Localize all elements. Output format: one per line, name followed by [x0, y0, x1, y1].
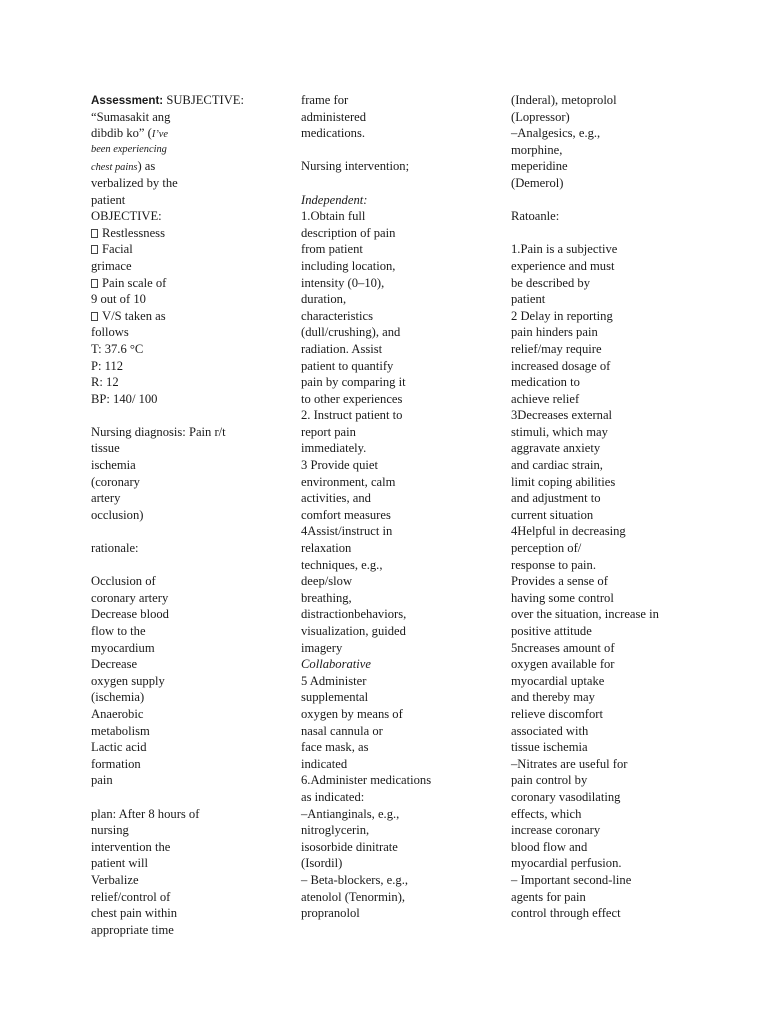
diagnosis-line: artery: [91, 491, 121, 506]
intervention-line: including location,: [301, 258, 396, 273]
intervention-line: isosorbide dinitrate: [301, 839, 398, 854]
rationale-line: having some control: [511, 590, 614, 605]
intervention-cont-line: –Analgesics, e.g.,: [511, 126, 601, 141]
plan-line: Verbalize: [91, 872, 139, 887]
intervention-line: 4Assist/instruct in: [301, 524, 393, 539]
rationale-line: response to pain.: [511, 557, 596, 572]
intervention-line: deep/slow: [301, 574, 353, 589]
independent-heading: Independent:: [301, 192, 368, 207]
intervention-cont-line: (Inderal), metoprolol: [511, 93, 617, 107]
intervention-line: pain by comparing it: [301, 375, 406, 390]
rationale-line: perception of/: [511, 541, 582, 556]
rationale-line: 3Decreases external: [511, 408, 613, 423]
intervention-cont-line: (Demerol): [511, 175, 564, 190]
intervention-line: environment, calm: [301, 474, 396, 489]
intervention-cont-line: (Lopressor): [511, 109, 570, 124]
objective-item: [91, 275, 244, 292]
rationale-line: pain: [91, 773, 113, 788]
rationale-line: myocardial uptake: [511, 673, 605, 688]
subjective-text: dibdib ko” (: [91, 126, 152, 141]
intervention-line: (dull/crushing), and: [301, 325, 401, 340]
plan-line: chest pain within: [91, 906, 178, 921]
intervention-line: indicated: [301, 756, 348, 771]
intervention-line: face mask, as: [301, 740, 369, 755]
rationale-line: (ischemia): [91, 690, 145, 705]
diagnosis-line: occlusion): [91, 507, 144, 522]
intervention-line: breathing,: [301, 590, 352, 605]
intervention-cont-line: morphine,: [511, 142, 563, 157]
rationale-line: blood flow and: [511, 839, 588, 854]
rationale-line: be described by: [511, 275, 591, 290]
rationale-line: Anaerobic: [91, 706, 144, 721]
objective-item: [91, 308, 244, 325]
column-assessment: [91, 92, 244, 938]
vital-sign-pulse: P: 112: [91, 358, 124, 373]
rationale-line: pain hinders pain: [511, 325, 598, 340]
rationale-line: and thereby may: [511, 690, 595, 705]
intervention-line: (Isordil): [301, 856, 343, 871]
intervention-line: propranolol: [301, 906, 360, 921]
intervention-line: as indicated:: [301, 789, 365, 804]
rationale-line: 2 Delay in reporting: [511, 308, 613, 323]
rationale-line: associated with: [511, 723, 589, 738]
intervention-line: visualization, guided: [301, 624, 406, 638]
vital-sign-temp: T: 37.6 °C: [91, 341, 144, 356]
spacer: [301, 142, 431, 159]
rationale-line: relieve discomfort: [511, 706, 603, 721]
rationale-line: patient: [511, 292, 546, 307]
subjective-italic-line: been experiencing: [91, 143, 167, 155]
rationale-line: flow to the: [91, 624, 146, 638]
rationale-line: 1.Pain is a subjective: [511, 242, 618, 257]
column-rationale: [511, 92, 659, 922]
rationale-line: Occlusion of: [91, 574, 156, 589]
intervention-line: 1.Obtain full: [301, 209, 366, 224]
rationale-line: –Nitrates are useful for: [511, 756, 628, 771]
rationale-line: Lactic acid: [91, 740, 147, 755]
intervention-line: characteristics: [301, 308, 374, 323]
objective-text: Pain scale of: [102, 275, 167, 290]
rationale-line: Decrease blood: [91, 607, 169, 622]
subjective-italic: chest pains: [91, 162, 138, 174]
intervention-line: distractionbehaviors,: [301, 607, 407, 622]
intervention-line: nasal cannula or: [301, 723, 383, 738]
intervention-line: 6.Administer medications: [301, 773, 432, 788]
diagnosis-line: (coronary: [91, 474, 140, 489]
rationale-line: effects, which: [511, 806, 582, 821]
spacer: [91, 557, 244, 574]
diagnosis-line: ischemia: [91, 458, 136, 473]
assessment-value: SUBJECTIVE:: [163, 93, 245, 107]
intervention-line: imagery: [301, 640, 343, 655]
rationale-line: medication to: [511, 375, 580, 390]
spacer: [301, 175, 431, 192]
intervention-line: activities, and: [301, 491, 371, 506]
spacer: [91, 789, 244, 806]
spacer: [91, 523, 244, 540]
vital-sign-bp: BP: 140/ 100: [91, 391, 158, 406]
objective-text: Facial: [102, 242, 133, 257]
rationale-line: Decrease: [91, 657, 138, 672]
rationale-line: myocardium: [91, 640, 155, 655]
rationale-line: – Important second-line: [511, 872, 632, 887]
rationale-heading: Ratoanle:: [511, 209, 560, 224]
subjective-text: ) as: [137, 159, 156, 174]
rationale-line: formation: [91, 756, 141, 771]
objective-heading: OBJECTIVE:: [91, 209, 162, 224]
rationale-line: oxygen supply: [91, 673, 165, 688]
rationale-heading: rationale:: [91, 541, 139, 556]
objective-line: follows: [91, 325, 129, 340]
intervention-line: patient to quantify: [301, 358, 394, 373]
checkbox-glyph-icon: [91, 229, 98, 238]
objective-line: grimace: [91, 258, 132, 273]
rationale-line: 5ncreases amount of: [511, 640, 615, 655]
plan-line: appropriate time: [91, 922, 174, 937]
checkbox-glyph-icon: [91, 312, 98, 321]
intervention-line: report pain: [301, 424, 356, 439]
subjective-italic: I’ve: [151, 129, 169, 141]
objective-text: Restlessness: [102, 225, 165, 240]
plan-line: relief/control of: [91, 889, 171, 904]
intervention-line: 3 Provide quiet: [301, 458, 378, 473]
rationale-line: current situation: [511, 507, 594, 522]
spacer: [511, 192, 659, 209]
rationale-line: achieve relief: [511, 391, 580, 406]
intervention-line: – Beta-blockers, e.g.,: [301, 872, 409, 887]
intervention-line: 5 Administer: [301, 673, 367, 688]
intervention-line: supplemental: [301, 690, 369, 705]
rationale-line: positive attitude: [511, 624, 592, 638]
checkbox-glyph-icon: [91, 279, 98, 288]
intervention-line: relaxation: [301, 541, 352, 556]
rationale-line: metabolism: [91, 723, 150, 738]
rationale-line: myocardial perfusion.: [511, 856, 622, 871]
intervention-line: nitroglycerin,: [301, 823, 370, 838]
intervention-line: oxygen by means of: [301, 706, 403, 721]
intervention-heading: Nursing intervention;: [301, 159, 410, 174]
rationale-line: oxygen available for: [511, 657, 615, 672]
diagnosis-line: Nursing diagnosis: Pain r/t: [91, 424, 226, 439]
subjective-line: verbalized by the: [91, 175, 178, 190]
intervention-line: atenolol (Tenormin),: [301, 889, 406, 904]
column-interventions: [301, 92, 431, 922]
checkbox-glyph-icon: [91, 245, 98, 254]
rationale-line: coronary vasodilating: [511, 789, 621, 804]
objective-item: [91, 225, 244, 242]
intervention-line: radiation. Assist: [301, 341, 383, 356]
rationale-line: stimuli, which may: [511, 424, 608, 439]
intervention-line: –Antianginals, e.g.,: [301, 806, 400, 821]
rationale-line: 4Helpful in decreasing: [511, 524, 626, 539]
vital-sign-resp: R: 12: [91, 375, 119, 390]
rationale-line: increase coronary: [511, 823, 601, 838]
plan-line: plan: After 8 hours of: [91, 806, 200, 821]
rationale-line: relief/may require: [511, 341, 602, 356]
assessment-heading: [91, 92, 244, 109]
plan-cont-line: medications.: [301, 126, 366, 141]
spacer: [511, 225, 659, 242]
subjective-line: [91, 158, 244, 175]
intervention-line: from patient: [301, 242, 363, 257]
plan-line: intervention the: [91, 839, 171, 854]
plan-cont-line: frame for: [301, 93, 349, 107]
rationale-line: aggravate anxiety: [511, 441, 601, 456]
intervention-line: 2. Instruct patient to: [301, 408, 403, 423]
intervention-line: comfort measures: [301, 507, 391, 522]
intervention-line: to other experiences: [301, 391, 403, 406]
intervention-cont-line: meperidine: [511, 159, 568, 174]
objective-line: 9 out of 10: [91, 292, 146, 307]
objective-text: V/S taken as: [102, 308, 166, 323]
intervention-line: immediately.: [301, 441, 367, 456]
rationale-line: coronary artery: [91, 590, 169, 605]
rationale-line: experience and must: [511, 258, 615, 273]
rationale-line: and adjustment to: [511, 491, 601, 506]
rationale-line: tissue ischemia: [511, 740, 588, 755]
objective-item: [91, 241, 244, 258]
rationale-line: limit coping abilities: [511, 474, 616, 489]
rationale-line: Provides a sense of: [511, 574, 608, 589]
subjective-line: “Sumasakit ang: [91, 109, 171, 124]
rationale-line: control through effect: [511, 906, 621, 921]
intervention-line: intensity (0–10),: [301, 275, 385, 290]
rationale-line: over the situation, increase in: [511, 607, 659, 622]
plan-line: patient will: [91, 856, 149, 871]
rationale-line: increased dosage of: [511, 358, 611, 373]
plan-cont-line: administered: [301, 109, 367, 124]
intervention-line: techniques, e.g.,: [301, 557, 383, 572]
assessment-label: Assessment:: [91, 94, 164, 107]
rationale-line: pain control by: [511, 773, 588, 788]
subjective-line: patient: [91, 192, 126, 207]
intervention-line: description of pain: [301, 225, 396, 240]
spacer: [91, 407, 244, 424]
diagnosis-line: tissue: [91, 441, 120, 456]
rationale-line: and cardiac strain,: [511, 458, 603, 473]
rationale-line: agents for pain: [511, 889, 586, 904]
subjective-line: [91, 125, 244, 142]
intervention-line: duration,: [301, 292, 347, 307]
plan-line: nursing: [91, 823, 129, 838]
collaborative-heading: Collaborative: [301, 657, 371, 672]
